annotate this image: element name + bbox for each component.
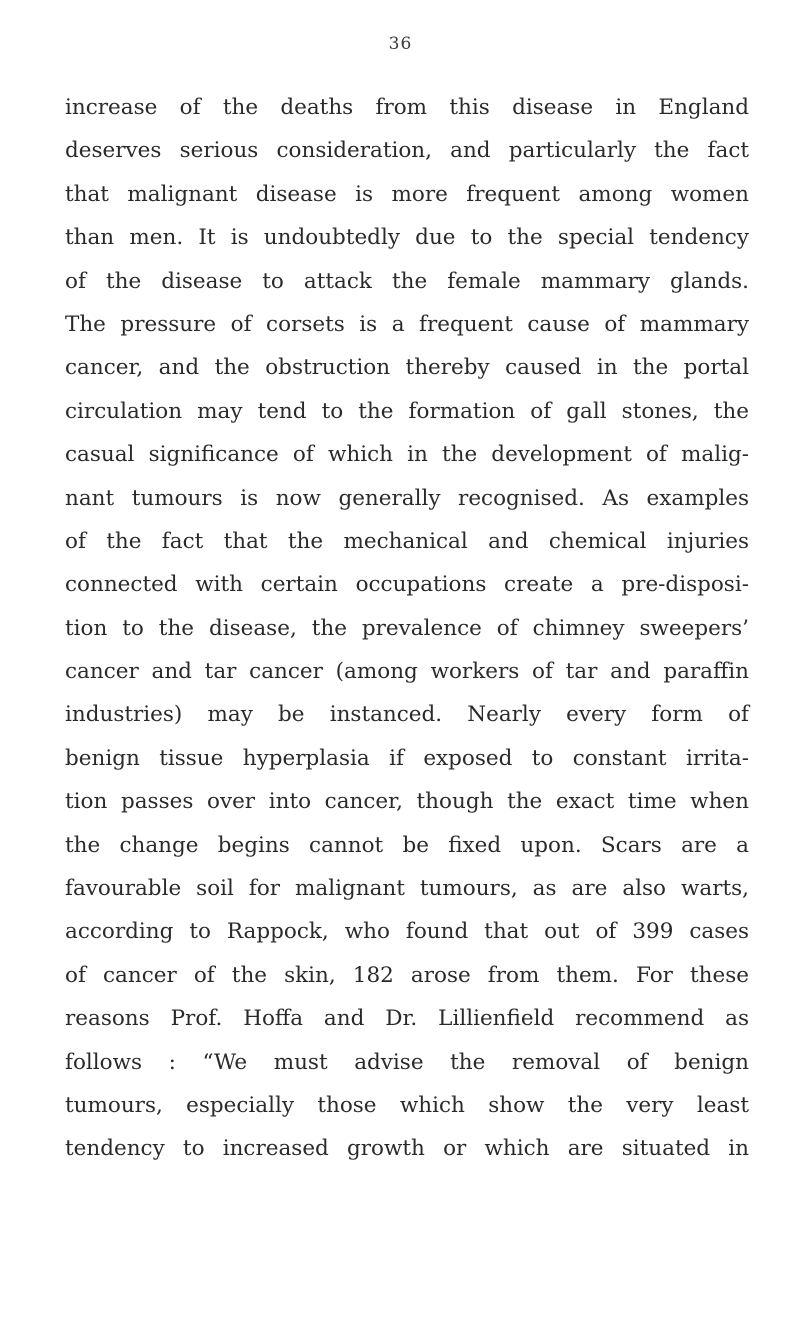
text-line: The pressure of corsets is a frequent cause of mammary: [65, 311, 749, 337]
text-line: favourable soil for malignant tumours, as are also warts,: [65, 876, 749, 902]
text-line: the change begins cannot be fixed upon. Scars are a: [65, 832, 749, 858]
text-line: nant tumours is now generally recognised. As examples: [65, 485, 749, 511]
text-line: casual significance of which in the development of malig-: [65, 442, 749, 468]
text-line: tendency to increased growth or which are situated in: [65, 1136, 749, 1162]
text-line: that malignant disease is more frequent among women: [65, 181, 749, 207]
text-line: of cancer of the skin, 182 arose from them. For these: [65, 962, 749, 988]
text-line: than men. It is undoubtedly due to the special tendency: [65, 225, 749, 251]
text-line: tumours, especially those which show the very least: [65, 1092, 749, 1118]
text-line: deserves serious consideration, and particularly the fact: [65, 138, 749, 164]
text-line: cancer, and the obstruction thereby caused in the portal: [65, 355, 749, 381]
text-line: connected with certain occupations create a pre-disposi-: [65, 572, 749, 598]
text-line: cancer and tar cancer (among workers of tar and paraffin: [65, 659, 749, 685]
text-line: industries) may be instanced. Nearly every form of: [65, 702, 749, 728]
text-line: reasons Prof. Hoffa and Dr. Lillienfield recommend as: [65, 1006, 749, 1032]
text-line: tion to the disease, the prevalence of chimney sweepers’: [65, 615, 749, 641]
text-line: of the fact that the mechanical and chemical injuries: [65, 528, 749, 554]
text-line: increase of the deaths from this disease in England: [65, 95, 749, 120]
text-line: tion passes over into cancer, though the exact time when: [65, 789, 749, 815]
page-number: 36: [388, 34, 413, 54]
text-line: benign tissue hyperplasia if exposed to constant irrita-: [65, 745, 749, 771]
text-line: follows : “We must advise the removal of benign: [65, 1049, 749, 1075]
body-paragraph: [65, 86, 749, 1171]
text-line: circulation may tend to the formation of gall stones, the: [65, 398, 749, 424]
text-line: of the disease to attack the female mammary glands.: [65, 268, 749, 294]
text-line: according to Rappock, who found that out of 399 cases: [65, 919, 749, 945]
